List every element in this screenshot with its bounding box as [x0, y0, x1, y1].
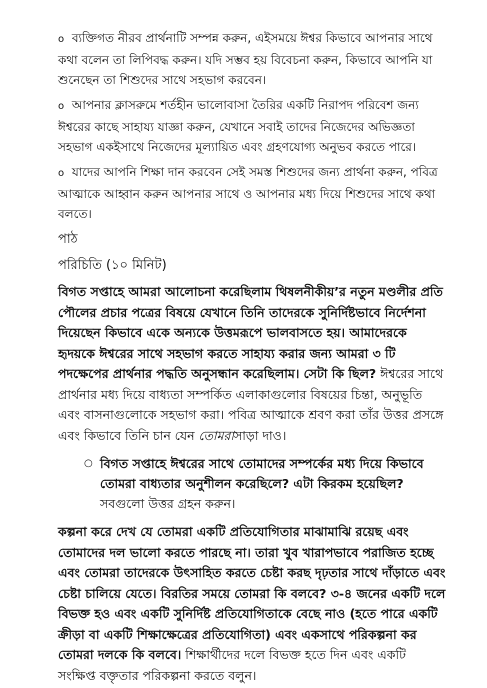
bullet-marker: o [58, 34, 65, 45]
sub-bullet-item [84, 454, 447, 514]
sub-bullet-bold-text: বিগত সপ্তাহে ঈশ্বরের সাথে তোমাদের সম্পর্কের মধ্য দিয়ে কিভাবে তোমরা বাধ্যতার অনুশীলন করেছিলে? এটা কিরকম হয়েছিল? [100, 456, 424, 491]
closing-normal-text: শিক্ষার্থীদের দলে বিভক্ত হতে দিন এবং একটি সংক্ষিপ্ত বক্তৃতার পরিকল্পনা করতে বলুন। [58, 647, 406, 683]
closing-paragraph [58, 522, 447, 686]
bullet-text: ব্যক্তিগত নীরব প্রার্থনাটি সম্পন্ন করুন, এইসময়ে ঈশ্বর কিভাবে আপনার সাথে কথা বলেন তা লিপিবদ্ধ করুন। যদি সম্ভব হয় বিবেচনা করুন, কিভাবে আপনি যা শুনেছেন তা শিশুদের সাথে সহভাগ করবেন। [58, 31, 433, 87]
sub-bullet-list [58, 454, 447, 514]
bullet-text: আপনার ক্লাসরুমে শর্তহীন ভালোবাসা তৈরির একটি নিরাপদ পরিবেশ জন্য ঈশ্বরের কাছে সাহায্য যাজ্ঞা করুন, যেখানে সবাই তাদের নিজেদের অভিজ্ঞতা সহভাগ একইসাথে নিজেদের মূল্যায়িত এবং গ্রহণযোগ্য অনুভব করতে পারে। [58, 98, 419, 154]
section-heading: পাঠ [58, 232, 78, 247]
intro-italic-text: তোমরা [198, 427, 235, 443]
intro-normal-text: ঈশ্বরের সাথে প্রার্থনার মধ্য দিয়ে বাধ্যতা সম্পর্কিত এলাকাগুলোর বিষয়ের চিন্তা, অনুভূতি এবং বাসনাগুলোকে সহভাগ করা। পবিত্র আত্মাকে শ্রবণ করা তাঁর উত্তর প্রসঙ্গে এবং কিভাবে তিনি চান যেন [58, 366, 444, 443]
bullet-marker: o [58, 101, 65, 112]
bullet-paragraph-1 [58, 28, 447, 90]
section-subheading: পরিচিতি (১০ মিনিট) [58, 258, 167, 273]
sub-bullet-marker: ○ [84, 458, 93, 469]
bullet-paragraph-2 [58, 95, 447, 157]
bullet-text: যাদের আপনি শিক্ষা দান করবেন সেই সমস্ত শিশুদের জন্য প্রার্থনা করুন, পবিত্র আত্মাকে আহ্বান করুন আপনার সাথে ও আপনার মধ্য দিয়ে শিশুদের সাথে কথা বলতে। [58, 165, 438, 221]
intro-paragraph [58, 282, 447, 446]
bullet-paragraph-3 [58, 162, 447, 224]
sub-bullet-normal-text: সবগুলো উত্তর গ্রহন করুন। [100, 496, 236, 511]
bullet-marker: o [58, 168, 65, 179]
intro-bold-text: বিগত সপ্তাহে আমরা আলোচনা করেছিলাম থিষলনীকীয়’র নতুন মণ্ডলীর প্রতি পৌলের প্রচার পত্রের বিষয়ে যেখানে তিনি তাদেরকে সুনির্দিষ্টভাবে নির্দেশনা দিয়েছেন কিভাবে একে অন্যকে উত্তমরূপে ভালবাসতে হয়। আমাদেরকে হৃদয়কে ঈশ্বরের সাথে সহভাগ করতে সাহায্য করার জন্য আমরা ৩ টি পদক্ষেপের প্রার্থনার পদ্ধতি অনুসন্ধান করেছিলাম। সেটা কি ছিল? [58, 284, 443, 381]
intro-tail-text: সাড়া দাও। [234, 427, 287, 443]
closing-bold-text: কল্পনা করে দেখ যে তোমরা একটি প্রতিযোগিতার মাঝামাঝি রয়েছ এবং তোমাদের দল ভালো করতে পারছে না। তারা খুব খারাপভাবে পরাজিত হচ্ছে এবং তোমরা তাদেরকে উৎসাহিত করতে চেষ্টা করছ দৃঢ়তার সাথে দাঁড়াতে এবং চেষ্টা চালিয়ে যেতে। বিরতির সময়ে তোমরা কি বলবে? ৩-৪ জনের একটি দলে বিভক্ত হও এবং একটি সুনির্দিষ্ট প্রতিযোগিতাকে বেছে নাও (হতে পারে একটি ক্রীড়া বা একটি শিক্ষাক্ষেত্রের প্রতিযোগিতা) এবং একসাথে পরিকল্পনা কর তোমরা দলকে কি বলবে। [58, 524, 446, 662]
